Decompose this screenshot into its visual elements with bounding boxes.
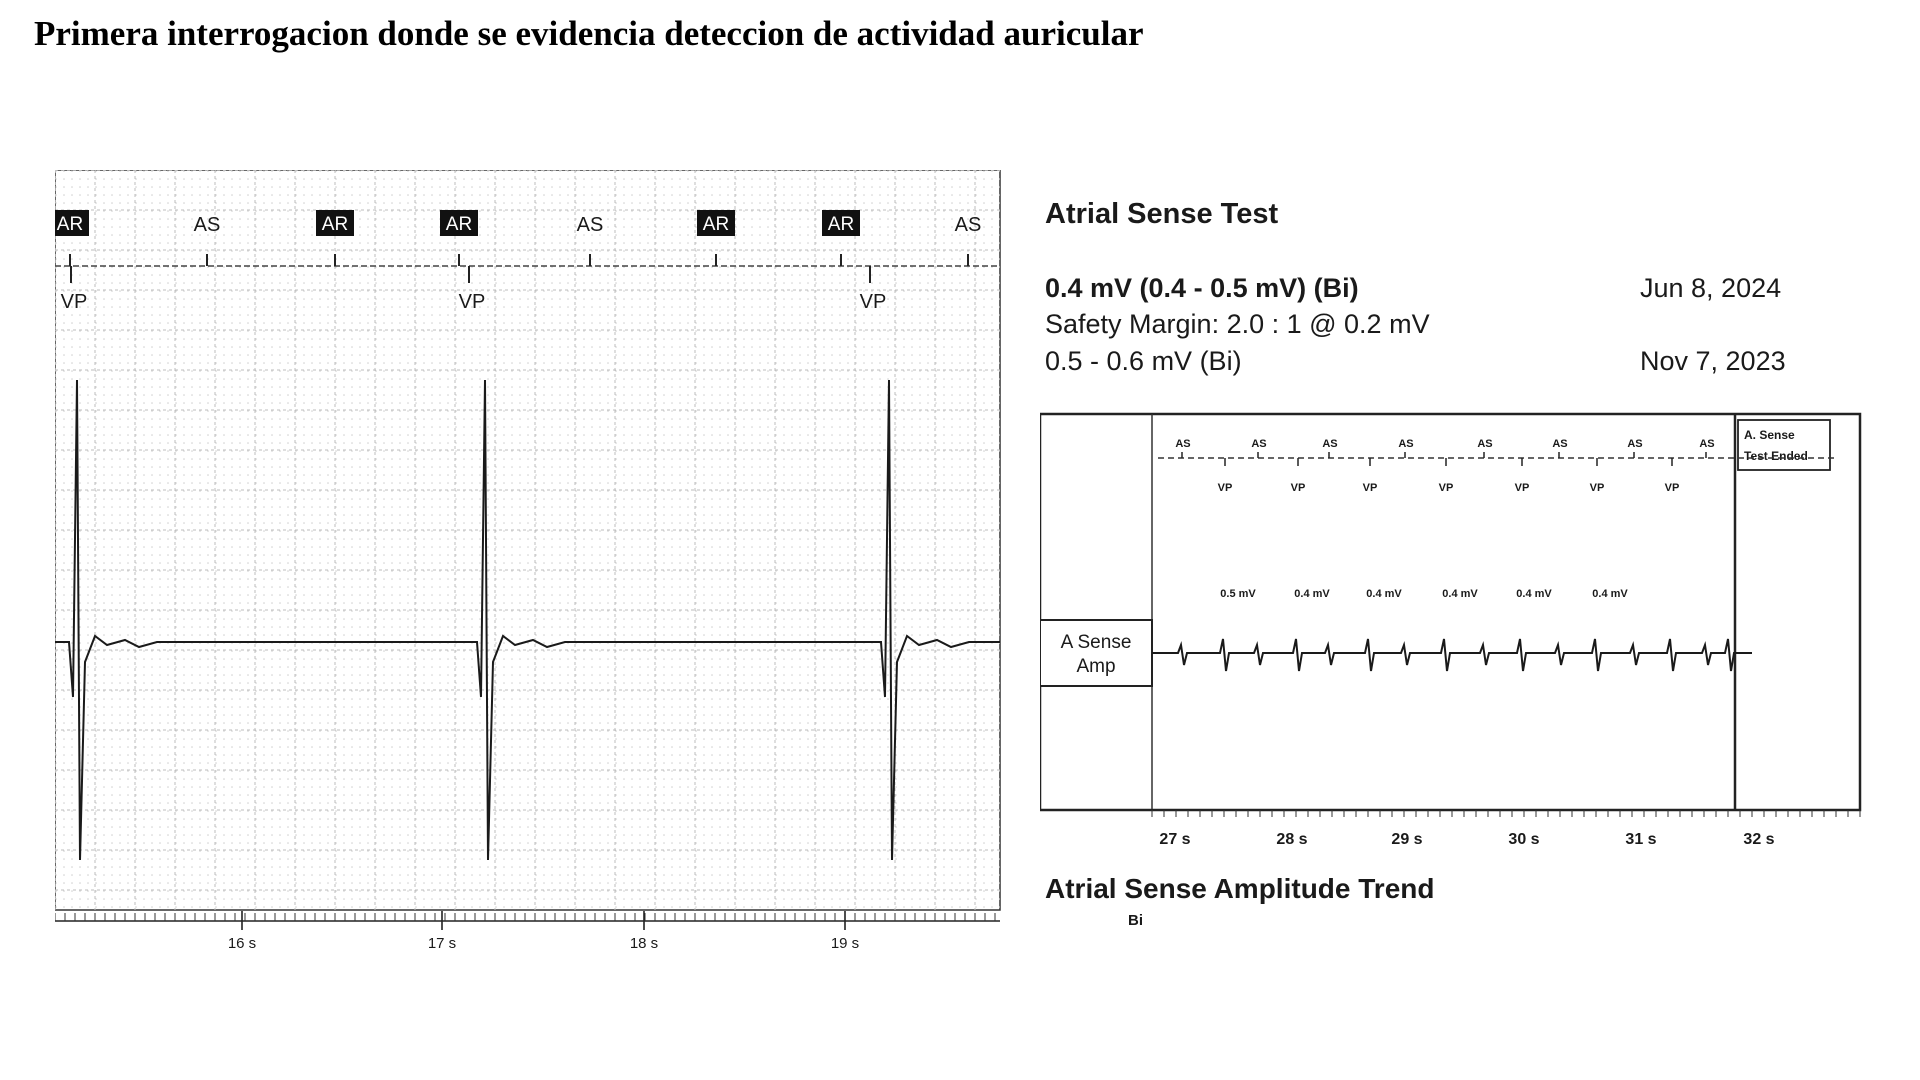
as-label: AS	[1175, 438, 1191, 450]
status-line1: A. Sense	[1744, 428, 1795, 442]
time-axis	[55, 911, 1000, 950]
time-label: 28 s	[1276, 831, 1308, 848]
atrial-sense-test-title: Atrial Sense Test	[1045, 198, 1279, 230]
marker-label: AR	[56, 214, 84, 235]
vp-label: VP	[1664, 482, 1680, 494]
time-label: 27 s	[1159, 831, 1191, 848]
as-label: AS	[1251, 438, 1267, 450]
amplitude-label: 0.4 mV	[1516, 588, 1552, 600]
strip-dot-grid	[55, 170, 1000, 910]
channel-label-line1: A Sense	[1060, 632, 1132, 653]
vp-label: VP	[1217, 482, 1233, 494]
amplitude-label: 0.4 mV	[1294, 588, 1330, 600]
test-time-axis	[1040, 810, 1860, 848]
as-label: AS	[1552, 438, 1568, 450]
as-label: AS	[1477, 438, 1493, 450]
time-label: 16 s	[227, 935, 257, 950]
safety-margin: Safety Margin: 2.0 : 1 @ 0.2 mV	[1045, 309, 1430, 339]
trend-subtitle: Bi	[1128, 912, 1143, 929]
status-line2: Test Ended	[1744, 449, 1808, 463]
trend-title: Atrial Sense Amplitude Trend	[1045, 873, 1435, 904]
time-label: 31 s	[1625, 831, 1657, 848]
test-strip-frame	[1040, 414, 1860, 810]
amplitude-label: 0.5 mV	[1220, 588, 1256, 600]
time-label: 18 s	[629, 935, 659, 950]
time-label: 30 s	[1508, 831, 1540, 848]
marker-label: AS	[576, 214, 604, 236]
marker-label: AS	[954, 214, 982, 236]
vp-label: VP	[1290, 482, 1306, 494]
amplitude-label: 0.4 mV	[1442, 588, 1478, 600]
vp-label: VP	[1589, 482, 1605, 494]
amplitude-label: 0.4 mV	[1592, 588, 1628, 600]
as-label: AS	[1398, 438, 1414, 450]
current-date: Jun 8, 2024	[1640, 273, 1782, 303]
as-label: AS	[1322, 438, 1338, 450]
vp-label: VP	[1514, 482, 1530, 494]
marker-label: AR	[702, 214, 730, 235]
marker-label: AR	[445, 214, 473, 235]
as-label: AS	[1699, 438, 1715, 450]
atrial-sense-test-strip	[1040, 408, 1870, 848]
marker-label: AR	[827, 214, 855, 235]
current-sense-value: 0.4 mV (0.4 - 0.5 mV) (Bi)	[1045, 273, 1359, 303]
vp-label: VP	[1438, 482, 1454, 494]
previous-date: Nov 7, 2023	[1640, 346, 1786, 376]
vp-label: VP	[859, 291, 887, 313]
channel-label-line2: Amp	[1076, 656, 1116, 677]
time-label: 32 s	[1743, 831, 1775, 848]
previous-sense-value: 0.5 - 0.6 mV (Bi)	[1045, 346, 1242, 376]
vp-label: VP	[1362, 482, 1378, 494]
marker-label: AR	[321, 214, 349, 235]
vp-label: VP	[60, 291, 88, 313]
time-label: 17 s	[427, 935, 457, 950]
time-label: 29 s	[1391, 831, 1423, 848]
as-label: AS	[1627, 438, 1643, 450]
amplitude-label: 0.4 mV	[1366, 588, 1402, 600]
document-title: Primera interrogacion donde se evidencia deteccion de actividad auricular	[34, 14, 1144, 53]
vp-label: VP	[458, 291, 486, 313]
marker-label: AS	[193, 214, 221, 236]
time-label: 19 s	[830, 935, 860, 950]
ecg-strip-left	[55, 170, 1015, 950]
